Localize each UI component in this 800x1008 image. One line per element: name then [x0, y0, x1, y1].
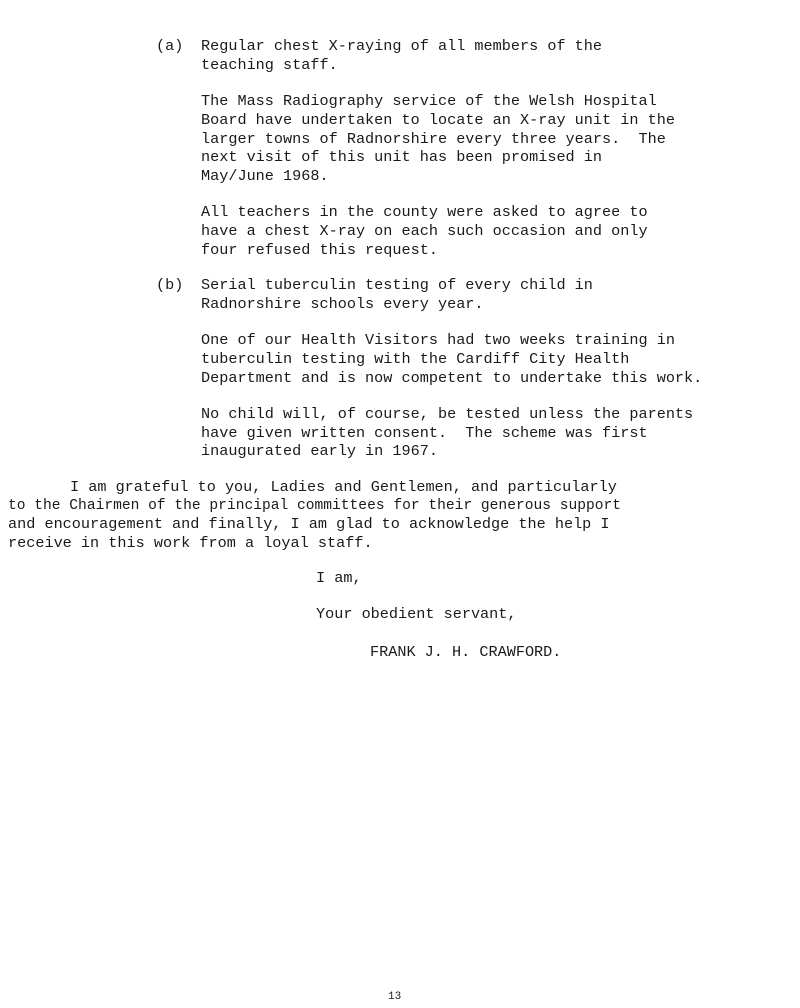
page-number: 13	[388, 991, 402, 1003]
section-b-paragraph-2-line-3: inaugurated early in 1967.	[201, 442, 438, 460]
section-b-paragraph-1-line-2: tuberculin testing with the Cardiff City Health	[201, 350, 630, 368]
section-a-heading-line-2: teaching staff.	[201, 56, 338, 74]
section-a-paragraph-2-line-2: have a chest X-ray on each such occasion and only	[201, 222, 648, 240]
section-b-paragraph-1-line-3: Department and is now competent to undertake this work.	[201, 369, 703, 387]
section-a-paragraph-2-line-1: All teachers in the county were asked to agree to	[201, 203, 648, 221]
section-a-heading-line-1: Regular chest X-raying of all members of the	[201, 37, 603, 55]
closing-line-3: and encouragement and finally, I am glad to acknowledge the help I	[8, 515, 610, 533]
section-b-paragraph-1-line-1: One of our Health Visitors had two weeks training in	[201, 331, 675, 349]
section-a-paragraph-1-line-2: Board have undertaken to locate an X-ray unit in the	[201, 111, 675, 129]
section-a-paragraph-1-line-4: next visit of this unit has been promised in	[201, 148, 603, 166]
section-a-paragraph-1-line-3: larger towns of Radnorshire every three years. The	[201, 130, 666, 148]
section-a-paragraph-1-line-5: May/June 1968.	[201, 167, 329, 185]
section-a-paragraph-2-line-3: four refused this request.	[201, 241, 438, 259]
section-b-heading-line-1: Serial tuberculin testing of every child in	[201, 276, 593, 294]
section-b-paragraph-2-line-1: No child will, of course, be tested unless the parents	[201, 405, 694, 423]
closing-line-4: receive in this work from a loyal staff.	[8, 534, 373, 552]
signature: FRANK J. H. CRAWFORD.	[370, 643, 562, 661]
section-b-label: (b)	[156, 276, 184, 294]
section-b-heading-line-2: Radnorshire schools every year.	[201, 295, 484, 313]
closing-line-1: I am grateful to you, Ladies and Gentlemen, and particularly	[70, 478, 617, 496]
sign-off: Your obedient servant,	[316, 605, 517, 623]
closing-line-2: to the Chairmen of the principal committees for their generous support	[8, 498, 622, 514]
section-a-paragraph-1-line-1: The Mass Radiography service of the Welsh Hospital	[201, 92, 657, 110]
salutation: I am,	[316, 569, 362, 587]
section-a-label: (a)	[156, 37, 184, 55]
section-b-paragraph-2-line-2: have given written consent. The scheme was first	[201, 424, 648, 442]
